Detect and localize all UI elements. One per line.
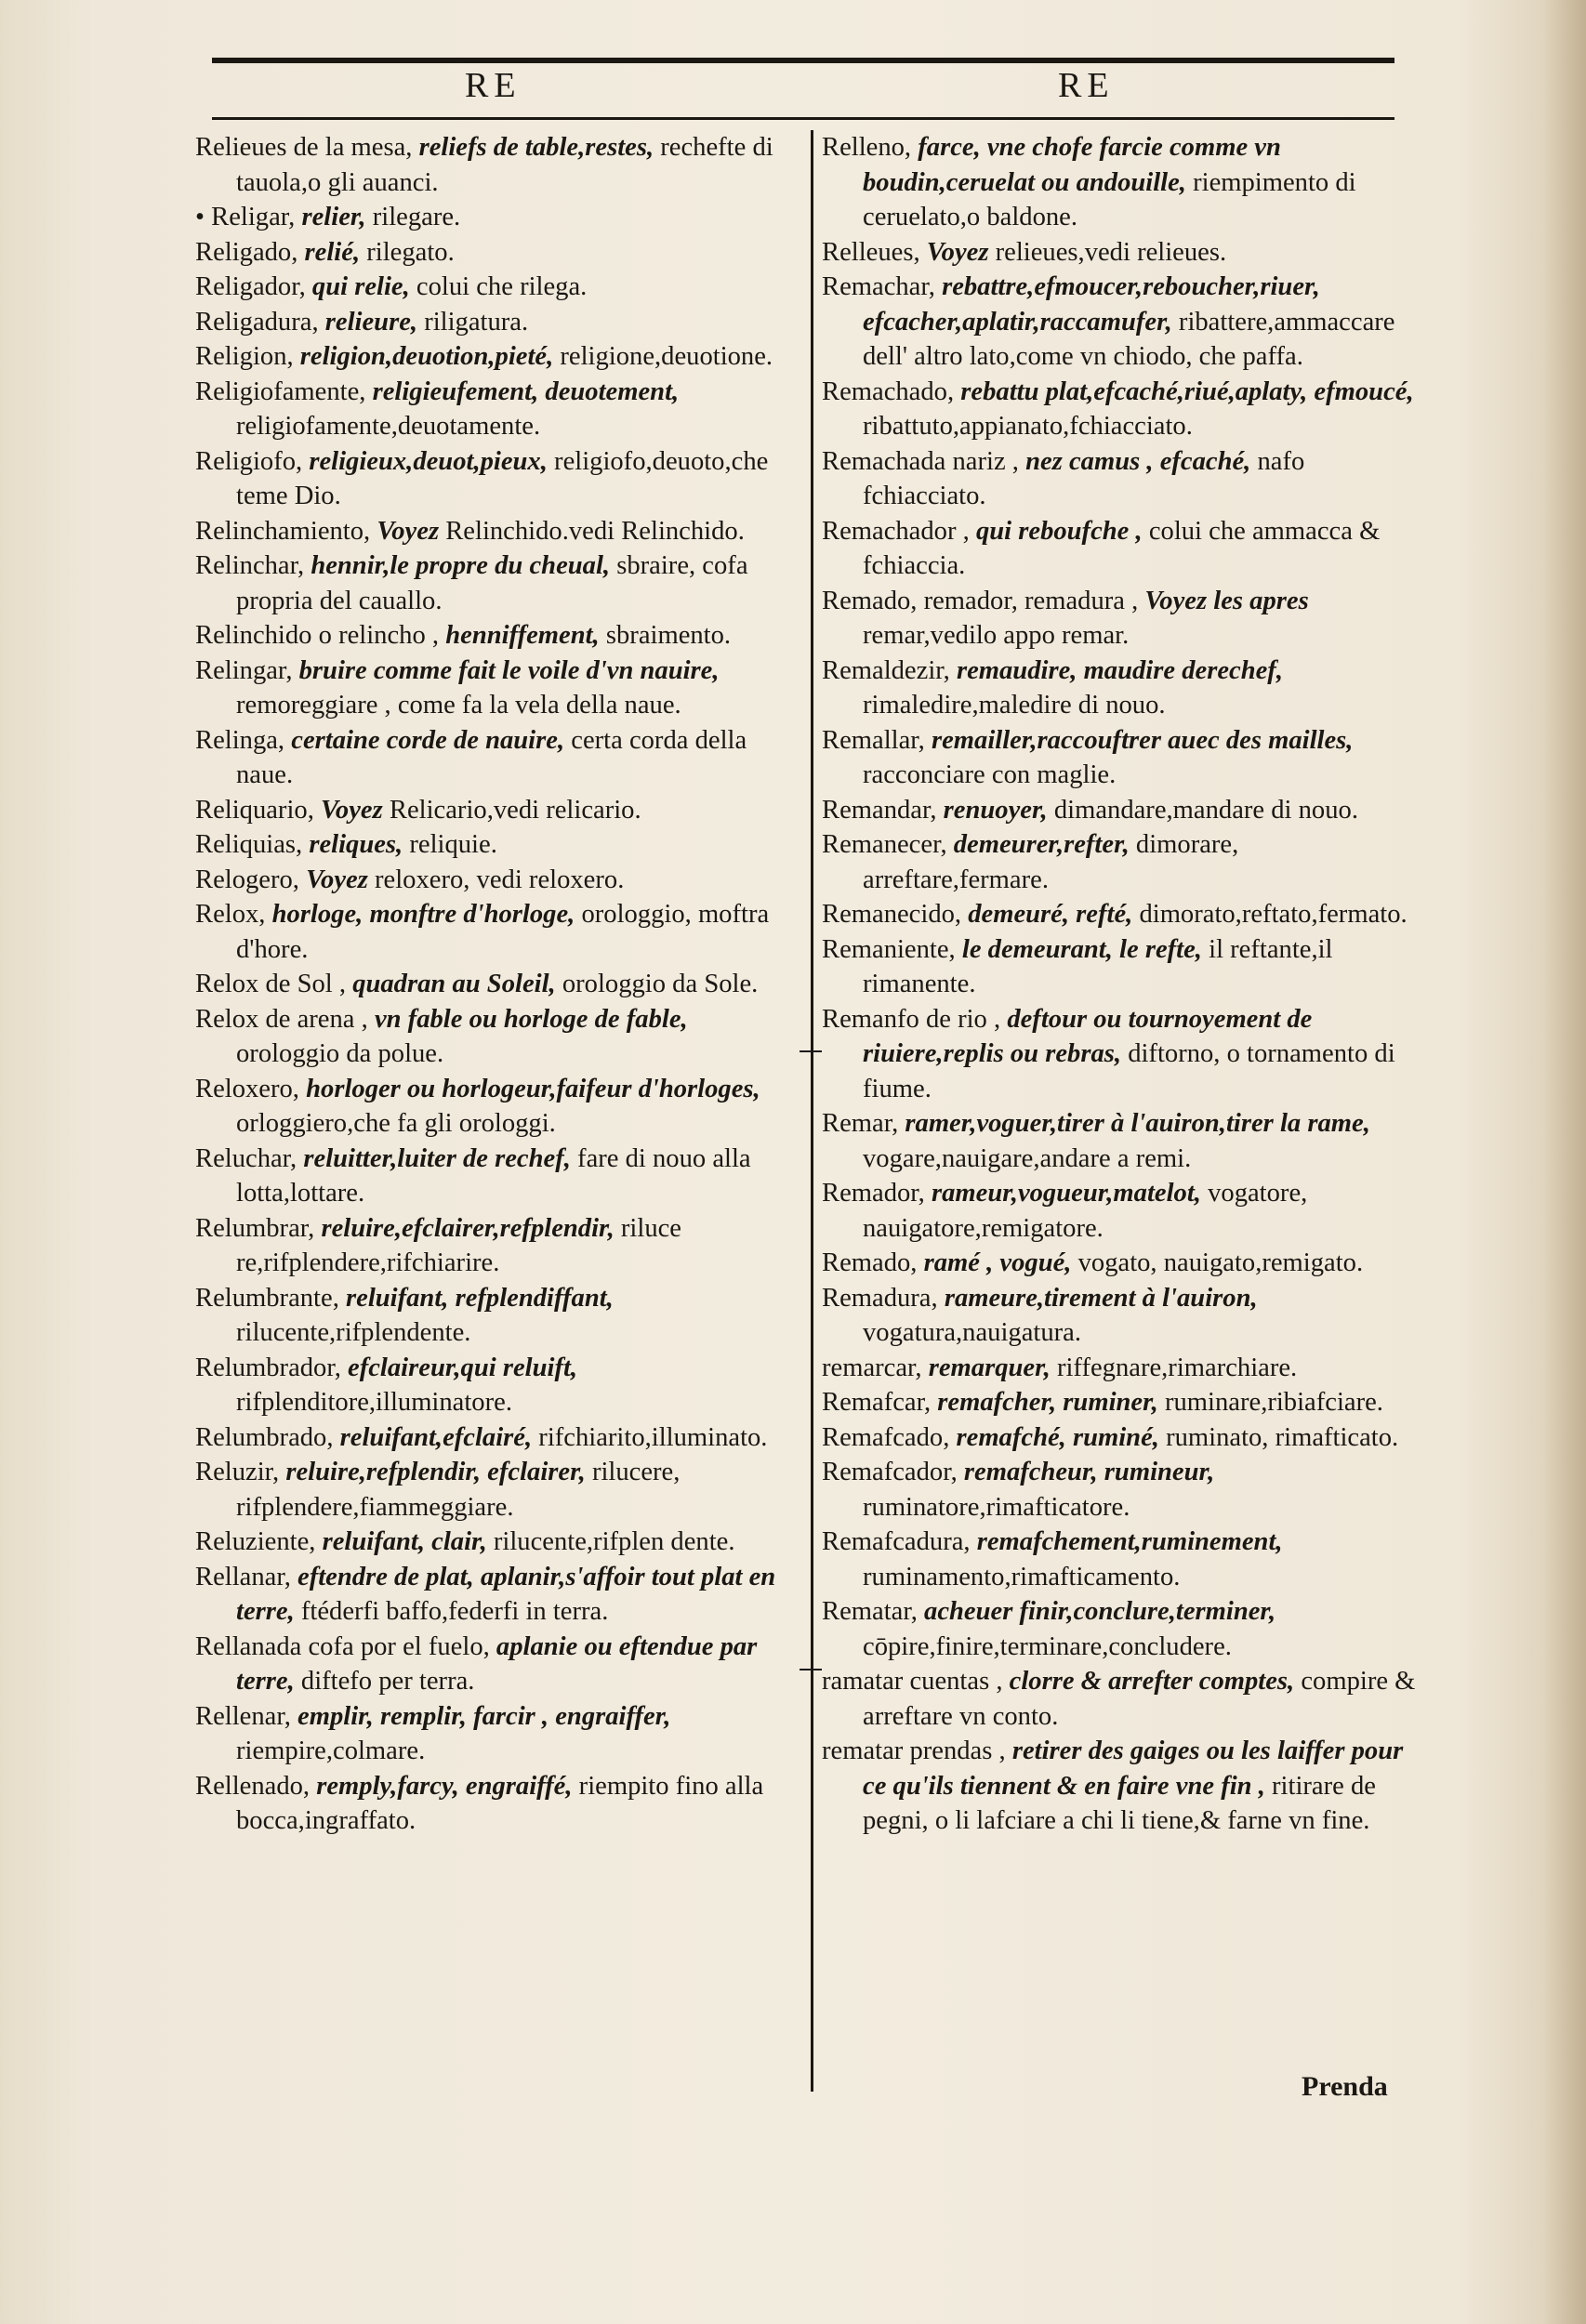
italian-gloss: orologgio da polue. (236, 1039, 444, 1068)
spanish-headword: Religiofo, (195, 446, 303, 476)
italian-gloss: certa corda della naue. (236, 725, 747, 789)
french-gloss: remarquer, (928, 1353, 1051, 1382)
spanish-headword: Rellenado, (195, 1771, 311, 1801)
dictionary-entry (195, 1002, 790, 1072)
dictionary-entry (822, 1106, 1417, 1176)
spanish-headword: Reliquario, (195, 795, 314, 825)
italian-gloss: sbraimento. (605, 621, 732, 650)
french-gloss: farce, vne chofe farcie comme vn boudin,ceruelat ou andouille, (863, 133, 1281, 197)
dictionary-entry (195, 967, 790, 1002)
spanish-headword: Relogero, (195, 865, 299, 894)
dictionary-entry (822, 932, 1417, 1002)
italian-gloss: orloggiero,che fa gli orologgi. (236, 1109, 556, 1138)
spanish-headword: Religado, (195, 237, 298, 267)
spanish-headword: Remafcar, (822, 1388, 932, 1417)
dictionary-entry (822, 1664, 1417, 1734)
dictionary-entry (195, 130, 790, 200)
dictionary-entry (195, 200, 790, 235)
italian-gloss: remar,vedilo appo remar. (863, 621, 1130, 650)
french-gloss: le demeurant, le refte, (961, 934, 1202, 964)
italian-gloss: rechefte di tauola,o gli auanci. (236, 133, 773, 197)
catchword: Prenda (1302, 2071, 1388, 2102)
divider-tick (800, 1669, 822, 1670)
dictionary-entry (822, 444, 1417, 514)
italian-gloss: dimandare,mandare di nouo. (1053, 795, 1358, 825)
dictionary-entry (822, 1002, 1417, 1107)
right-column (822, 130, 1417, 1839)
spanish-headword: Religadura, (195, 307, 319, 337)
italian-gloss: fare di nouo alla lotta,lottare. (236, 1143, 751, 1208)
spanish-headword: Relleues, (822, 237, 920, 267)
spanish-headword: Relumbrado, (195, 1422, 334, 1452)
dictionary-entry (195, 444, 790, 514)
french-gloss: religion,deuotion,pieté, (299, 342, 554, 371)
dictionary-entry (195, 235, 790, 271)
italian-gloss: rifchiarito,illuminato. (538, 1422, 768, 1452)
dictionary-entry (822, 584, 1417, 654)
spanish-headword: Reluzir, (195, 1458, 280, 1486)
french-gloss: rebattre,efmoucer,reboucher,riuer, efcacher,aplatir,raccamufer, (863, 272, 1320, 337)
french-gloss: vn fable ou horloge de fable, (374, 1004, 688, 1034)
dictionary-entry (195, 1525, 790, 1560)
french-gloss: rebattu plat,efcaché,riué,aplaty, efmoucé, (960, 376, 1414, 406)
french-gloss: reluire,refplendir, efclairer, (285, 1458, 586, 1486)
dictionary-entry (195, 654, 790, 723)
french-gloss: hennir,le propre du cheual, (311, 551, 611, 580)
dictionary-entry (822, 1525, 1417, 1594)
dictionary-entry (822, 1385, 1417, 1420)
italian-gloss: ruminare,ribiafciare. (1164, 1388, 1383, 1417)
spanish-headword: Religador, (195, 272, 306, 301)
italian-gloss: ruminamento,rimafticamento. (863, 1562, 1181, 1591)
italian-gloss: colui che rilega. (416, 272, 588, 301)
dictionary-entry (195, 1281, 790, 1351)
spanish-headword: Remaldezir, (822, 655, 950, 685)
italian-gloss: rimaledire,maledire di nouo. (863, 691, 1166, 720)
spanish-headword: Remachada nariz , (822, 446, 1019, 476)
italian-gloss: cōpire,finire,terminare,concludere. (863, 1631, 1232, 1661)
french-gloss: retirer des gaiges ou les laiffer pour ce qu'ils tiennent & en faire vne fin , (863, 1736, 1404, 1801)
french-gloss: Voyez (926, 237, 989, 267)
spanish-headword: Remanecer, (822, 830, 947, 859)
italian-gloss: vogatura,nauigatura. (863, 1318, 1082, 1347)
dictionary-entry (822, 270, 1417, 375)
italian-gloss: diftorno, o tornamento di fiume. (863, 1039, 1395, 1103)
italian-gloss: nafo fchiacciato. (863, 446, 1305, 510)
french-gloss: remafchement,ruminement, (976, 1527, 1283, 1556)
french-gloss: remailler,raccouftrer auec des mailles, (931, 725, 1354, 755)
dictionary-entry (195, 1351, 790, 1420)
italian-gloss: riempimento di ceruelato,o baldone. (863, 167, 1356, 231)
spanish-headword: Reloxero, (195, 1074, 299, 1103)
spanish-headword: remarcar, (822, 1353, 922, 1382)
italian-gloss: ribattere,ammaccare dell' altro lato,come vn chiodo, che paffa. (863, 307, 1395, 371)
italian-gloss: orologgio, moftra d'hore. (236, 900, 770, 964)
italian-gloss: racconciare con maglie. (863, 760, 1117, 789)
spanish-headword: Remafcado, (822, 1422, 950, 1452)
dictionary-entry (195, 375, 790, 444)
spanish-headword: Relinchamiento, (195, 516, 371, 546)
spanish-headword: Remaniente, (822, 934, 956, 964)
header-rule-top (212, 58, 1394, 63)
spanish-headword: Religiofamente, (195, 376, 366, 406)
french-gloss: eftendre de plat, aplanir,s'affoir tout plat en terre, (236, 1562, 776, 1626)
french-gloss: Voyez les apres (1144, 586, 1309, 615)
spanish-headword: Remafcadura, (822, 1527, 971, 1556)
italian-gloss: orologgio da Sole. (562, 970, 759, 998)
spanish-headword: Relumbrante, (195, 1283, 339, 1313)
dictionary-entry (195, 548, 790, 618)
dictionary-entry (822, 1734, 1417, 1839)
french-gloss: bruire comme fait le voile d'vn nauire, (298, 655, 720, 685)
italian-gloss: ribattuto,appianato,fchiacciato. (863, 412, 1193, 441)
spanish-headword: ramatar cuentas , (822, 1667, 1003, 1696)
header-rule-bottom (212, 117, 1394, 120)
dictionary-entry (195, 793, 790, 828)
italian-gloss: vogare,nauigare,andare a remi. (863, 1143, 1192, 1173)
italian-gloss: reliquie. (409, 830, 497, 859)
french-gloss: remafché, ruminé, (956, 1422, 1159, 1452)
french-gloss: deftour ou tournoyement de riuiere,replis ou rebras, (863, 1004, 1313, 1068)
dictionary-entry (195, 863, 790, 898)
italian-gloss: rilegare. (372, 203, 461, 231)
italian-gloss: reloxero, vedi reloxero. (375, 865, 625, 894)
french-gloss: reluitter,luiter de rechef, (303, 1143, 571, 1173)
french-gloss: emplir, remplir, farcir , engraiffer, (297, 1701, 671, 1731)
spanish-headword: Rematar, (822, 1597, 918, 1626)
spanish-headword: Relox de Sol , (195, 970, 347, 998)
french-gloss: renuoyer, (943, 795, 1048, 825)
left-column (195, 130, 790, 1839)
spanish-headword: Relieues de la mesa, (195, 133, 413, 162)
italian-gloss: Relicario,vedi relicario. (389, 795, 641, 825)
french-gloss: certaine corde de nauire, (291, 725, 565, 755)
spanish-headword: Remanecido, (822, 900, 962, 929)
french-gloss: Voyez (306, 865, 368, 894)
french-gloss: efclaireur,qui reluift, (348, 1353, 578, 1382)
french-gloss: religieux,deuot,pieux, (309, 446, 548, 476)
spanish-headword: Relleno, (822, 133, 912, 162)
italian-gloss: ritirare de pegni, o li lafciare a chi li tiene,& farne vn fine. (863, 1771, 1376, 1835)
dictionary-entry (822, 1281, 1417, 1351)
french-gloss: remply,farcy, engraiffé, (316, 1771, 573, 1801)
italian-gloss: religiofo,deuoto,che teme Dio. (236, 446, 769, 510)
dictionary-entry (822, 1176, 1417, 1246)
spanish-headword: • Religar, (195, 203, 296, 231)
dictionary-entry (822, 793, 1417, 828)
dictionary-entry (195, 339, 790, 375)
french-gloss: relier, (301, 203, 366, 231)
italian-gloss: ruminatore,rimafticatore. (863, 1492, 1130, 1522)
dictionary-entry (195, 1072, 790, 1142)
spanish-headword: Remanfo de rio , (822, 1004, 1001, 1034)
french-gloss: horloge, monftre d'horloge, (271, 900, 575, 929)
dictionary-entry (195, 1211, 790, 1281)
italian-gloss: religiofamente,deuotamente. (236, 412, 541, 441)
running-head-right: RE (1058, 66, 1115, 105)
french-gloss: reluifant, refplendiffant, (346, 1283, 614, 1313)
italian-gloss: rilucente,rifplendente. (236, 1318, 471, 1347)
french-gloss: clorre & arrefter comptes, (1009, 1667, 1295, 1696)
dictionary-entry (822, 654, 1417, 723)
dictionary-entry (195, 1455, 790, 1525)
dictionary-entry (822, 1420, 1417, 1456)
spanish-headword: Relox de arena , (195, 1004, 368, 1034)
spanish-headword: Rellenar, (195, 1701, 291, 1731)
dictionary-entry (195, 1142, 790, 1211)
dictionary-entry (195, 1630, 790, 1699)
book-gutter-shadow (1543, 0, 1586, 2324)
dictionary-entry (822, 1351, 1417, 1386)
italian-gloss: diftefo per terra. (300, 1667, 475, 1696)
running-head-left: RE (465, 66, 522, 105)
dictionary-entry (195, 618, 790, 654)
french-gloss: demeuré, refté, (968, 900, 1133, 929)
dictionary-entry (195, 1420, 790, 1456)
spanish-headword: Remar, (822, 1109, 899, 1138)
italian-gloss: compire & arreftare vn conto. (863, 1667, 1416, 1731)
spanish-headword: Remadura, (822, 1283, 938, 1313)
italian-gloss: colui che ammacca & fchiaccia. (863, 516, 1381, 580)
italian-gloss: relieues,vedi relieues. (995, 237, 1227, 267)
italian-gloss: rifplenditore,illuminatore. (236, 1388, 512, 1417)
dictionary-entry (822, 130, 1417, 235)
french-gloss: remafcheur, rumineur, (963, 1458, 1215, 1486)
french-gloss: reluire,efclairer,refplendir, (321, 1213, 615, 1243)
dictionary-entry (822, 235, 1417, 271)
dictionary-entry (195, 1769, 790, 1839)
italian-gloss: rilucere, rifplendere,fiammeggiare. (236, 1458, 681, 1522)
italian-gloss: vogato, nauigato,remigato. (1077, 1248, 1364, 1277)
spanish-headword: Remado, (822, 1248, 918, 1277)
spanish-headword: Relinga, (195, 725, 285, 755)
dictionary-entry (195, 514, 790, 549)
french-gloss: henniffement, (445, 621, 600, 650)
italian-gloss: riffegnare,rimarchiare. (1056, 1353, 1298, 1382)
spanish-headword: Reluziente, (195, 1527, 316, 1556)
french-gloss: reliefs de table,restes, (418, 133, 654, 162)
french-gloss: aplanie ou eftendue par terre, (236, 1631, 758, 1696)
spanish-headword: Rellanada cofa por el fuelo, (195, 1631, 490, 1661)
french-gloss: rameur,vogueur,matelot, (931, 1179, 1201, 1208)
dictionary-entry (822, 827, 1417, 897)
dictionary-entry (195, 723, 790, 793)
spanish-headword: Religion, (195, 342, 294, 371)
spanish-headword: Relumbrador, (195, 1353, 341, 1382)
spanish-headword: Remallar, (822, 725, 925, 755)
french-gloss: relié, (304, 237, 361, 267)
italian-gloss: ftéderfi baffo,federfi in terra. (300, 1597, 609, 1626)
dictionary-entry (195, 305, 790, 340)
spanish-headword: Remador, (822, 1179, 925, 1208)
italian-gloss: Relinchido.vedi Relinchido. (445, 516, 745, 546)
french-gloss: relieure, (324, 307, 418, 337)
spanish-headword: Relinchido o relincho , (195, 621, 440, 650)
french-gloss: quadran au Soleil, (352, 970, 556, 998)
spanish-headword: Remachar, (822, 272, 935, 301)
french-gloss: reluifant,efclairé, (339, 1422, 533, 1452)
dictionary-entry (822, 1455, 1417, 1525)
spanish-headword: Reluchar, (195, 1143, 297, 1173)
spanish-headword: Reliquias, (195, 830, 303, 859)
dictionary-entry (822, 375, 1417, 444)
french-gloss: qui relie, (311, 272, 410, 301)
french-gloss: reluifant, clair, (322, 1527, 487, 1556)
italian-gloss: rilegato. (366, 237, 455, 267)
french-gloss: ramé , vogué, (923, 1248, 1072, 1277)
dictionary-entry (195, 827, 790, 863)
french-gloss: reliques, (309, 830, 403, 859)
spanish-headword: Relumbrar, (195, 1213, 315, 1243)
french-gloss: rameure,tirement à l'auiron, (944, 1283, 1258, 1313)
dictionary-entry (822, 1594, 1417, 1664)
italian-gloss: riempito fino alla bocca,ingraffato. (236, 1771, 764, 1835)
french-gloss: religieufement, deuotement, (372, 376, 680, 406)
french-gloss: acheuer finir,conclure,terminer, (924, 1597, 1276, 1626)
italian-gloss: riempire,colmare. (236, 1736, 426, 1765)
french-gloss: ramer,voguer,tirer à l'auiron,tirer la rame, (905, 1109, 1370, 1138)
italian-gloss: riligatura. (424, 307, 529, 337)
spanish-headword: Relingar, (195, 655, 293, 685)
italian-gloss: vogatore, nauigatore,remigatore. (863, 1179, 1308, 1243)
french-gloss: demeurer,refter, (953, 830, 1130, 859)
french-gloss: remaudire, maudire derechef, (956, 655, 1283, 685)
italian-gloss: religione,deuotione. (560, 342, 773, 371)
dictionary-entry (195, 1560, 790, 1630)
french-gloss: qui reboufche , (975, 516, 1143, 546)
italian-gloss: rilucente,rifplen dente. (493, 1527, 735, 1556)
french-gloss: remafcher, ruminer, (937, 1388, 1158, 1417)
spanish-headword: Relox, (195, 900, 266, 929)
italian-gloss: riluce re,rifplendere,rifchiarire. (236, 1213, 681, 1277)
spanish-headword: Relinchar, (195, 551, 305, 580)
spanish-headword: rematar prendas , (822, 1736, 1006, 1765)
italian-gloss: remoreggiare , come fa la vela della naue. (236, 691, 681, 720)
italian-gloss: ruminato, rimafticato. (1166, 1422, 1399, 1452)
spanish-headword: Remandar, (822, 795, 937, 825)
italian-gloss: il reftante,il rimanente. (863, 934, 1333, 998)
french-gloss: nez camus , efcaché, (1025, 446, 1251, 476)
dictionary-entry (822, 1246, 1417, 1281)
dictionary-entry (822, 514, 1417, 584)
dictionary-entry (195, 1699, 790, 1769)
dictionary-entry (195, 897, 790, 967)
spanish-headword: Remado, remador, remadura , (822, 586, 1139, 615)
italian-gloss: sbraire, cofa propria del cauallo. (236, 551, 748, 615)
spanish-headword: Remachador , (822, 516, 970, 546)
dictionary-entry (822, 897, 1417, 932)
italian-gloss: dimorato,reftato,fermato. (1139, 900, 1408, 929)
spanish-headword: Remafcador, (822, 1458, 958, 1486)
italian-gloss: dimorare, arreftare,fermare. (863, 830, 1239, 894)
spanish-headword: Rellanar, (195, 1562, 291, 1591)
french-gloss: Voyez (321, 795, 383, 825)
dictionary-entry (822, 723, 1417, 793)
divider-tick (800, 1050, 822, 1052)
french-gloss: Voyez (377, 516, 440, 546)
column-divider (811, 130, 813, 2092)
spanish-headword: Remachado, (822, 376, 955, 406)
french-gloss: horloger ou horlogeur,faifeur d'horloges, (306, 1074, 760, 1103)
dictionary-entry (195, 270, 790, 305)
